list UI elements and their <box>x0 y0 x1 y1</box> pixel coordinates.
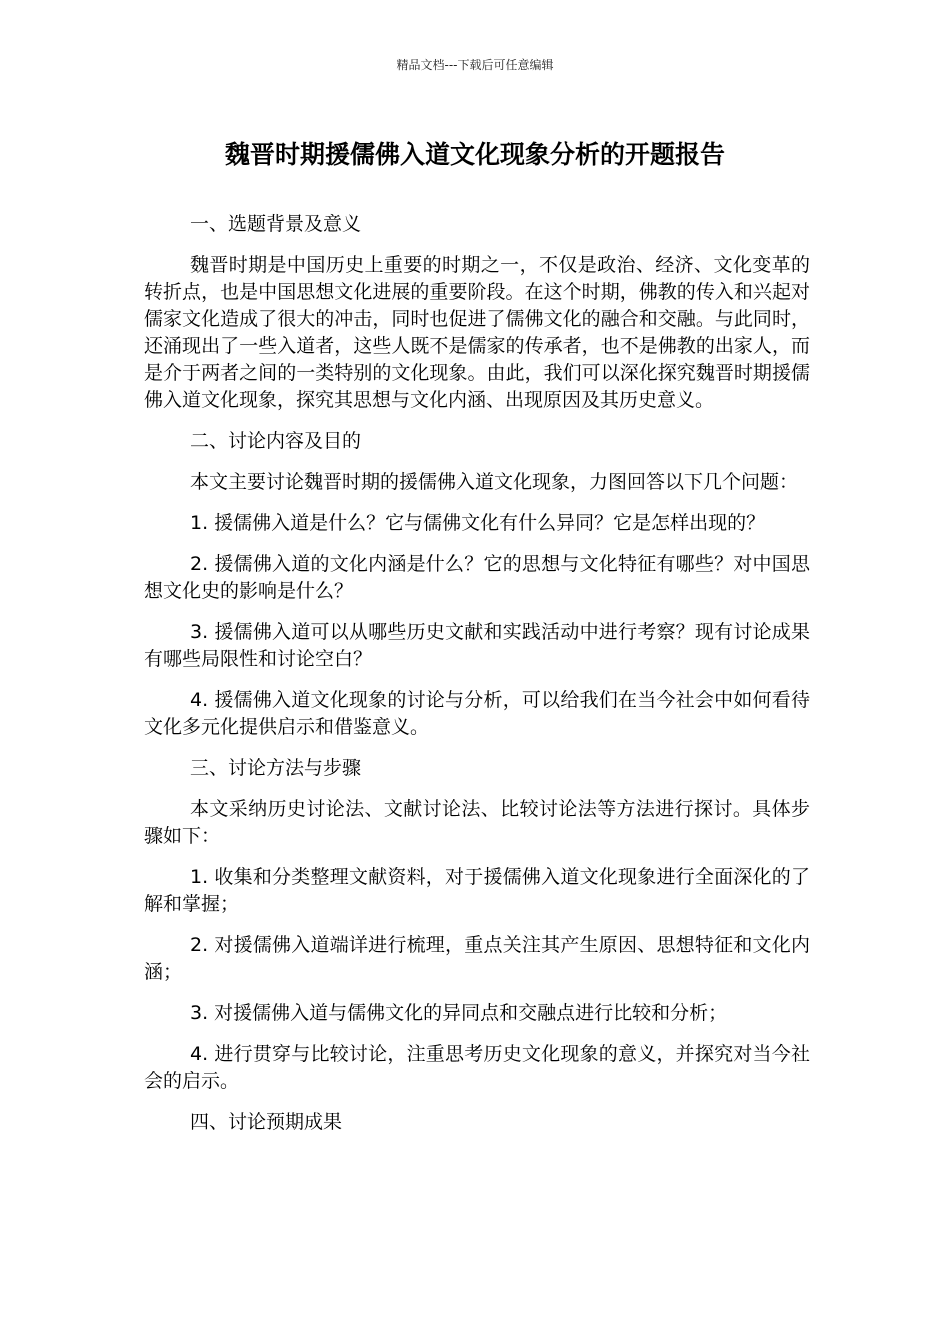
header-note: 精品文档---下载后可任意编辑 <box>396 58 554 72</box>
document-title: 魏晋时期援儒佛入道文化现象分析的开题报告 <box>224 140 725 169</box>
question-item-4: 4. 援儒佛入道文化现象的讨论与分析，可以给我们在当今社会中如何看待文化多元化提供启示和借鉴意义。 <box>144 689 810 738</box>
section-heading-content: 二、讨论内容及目的 <box>190 430 362 452</box>
section-heading-outcomes: 四、讨论预期成果 <box>190 1111 343 1133</box>
section-heading-background: 一、选题背景及意义 <box>190 213 362 235</box>
step-item-2: 2. 对援儒佛入道端详进行梳理，重点关注其产生原因、思想特征和文化内涵； <box>144 934 810 983</box>
paragraph-content-intro: 本文主要讨论魏晋时期的援儒佛入道文化现象，力图回答以下几个问题： <box>190 471 799 493</box>
section-heading-method: 三、讨论方法与步骤 <box>190 757 362 779</box>
question-item-3: 3. 援儒佛入道可以从哪些历史文献和实践活动中进行考察？现有讨论成果有哪些局限性和讨论空白？ <box>144 621 810 670</box>
document-body <box>144 211 810 1150</box>
question-item-1: 1. 援儒佛入道是什么？它与儒佛文化有什么异同？它是怎样出现的？ <box>190 512 766 534</box>
step-item-3: 3. 对援儒佛入道与儒佛文化的异同点和交融点进行比较和分析； <box>190 1002 728 1024</box>
step-item-1: 1. 收集和分类整理文献资料，对于援儒佛入道文化现象进行全面深化的了解和掌握； <box>144 866 810 915</box>
step-item-4: 4. 进行贯穿与比较讨论，注重思考历史文化现象的意义，并探究对当今社会的启示。 <box>144 1043 810 1092</box>
paragraph-method-intro: 本文采纳历史讨论法、文献讨论法、比较讨论法等方法进行探讨。具体步骤如下： <box>144 798 810 847</box>
paragraph-background: 魏晋时期是中国历史上重要的时期之一，不仅是政治、经济、文化变革的转折点，也是中国思想文化进展的重要阶段。在这个时期，佛教的传入和兴起对儒家文化造成了很大的冲击，同时也促进了儒佛文化的融合和交融。与此同时，还涌现出了一些入道者，这些人既不是儒家的传承者，也不是佛教的出家人，而是介于两者之间的一类特别的文化现象。由此，我们可以深化探究魏晋时期援儒佛入道文化现象，探究其思想与文化内涵、出现原因及其历史意义。 <box>144 254 810 411</box>
question-item-2: 2. 援儒佛入道的文化内涵是什么？它的思想与文化特征有哪些？对中国思想文化史的影响是什么？ <box>144 553 810 602</box>
